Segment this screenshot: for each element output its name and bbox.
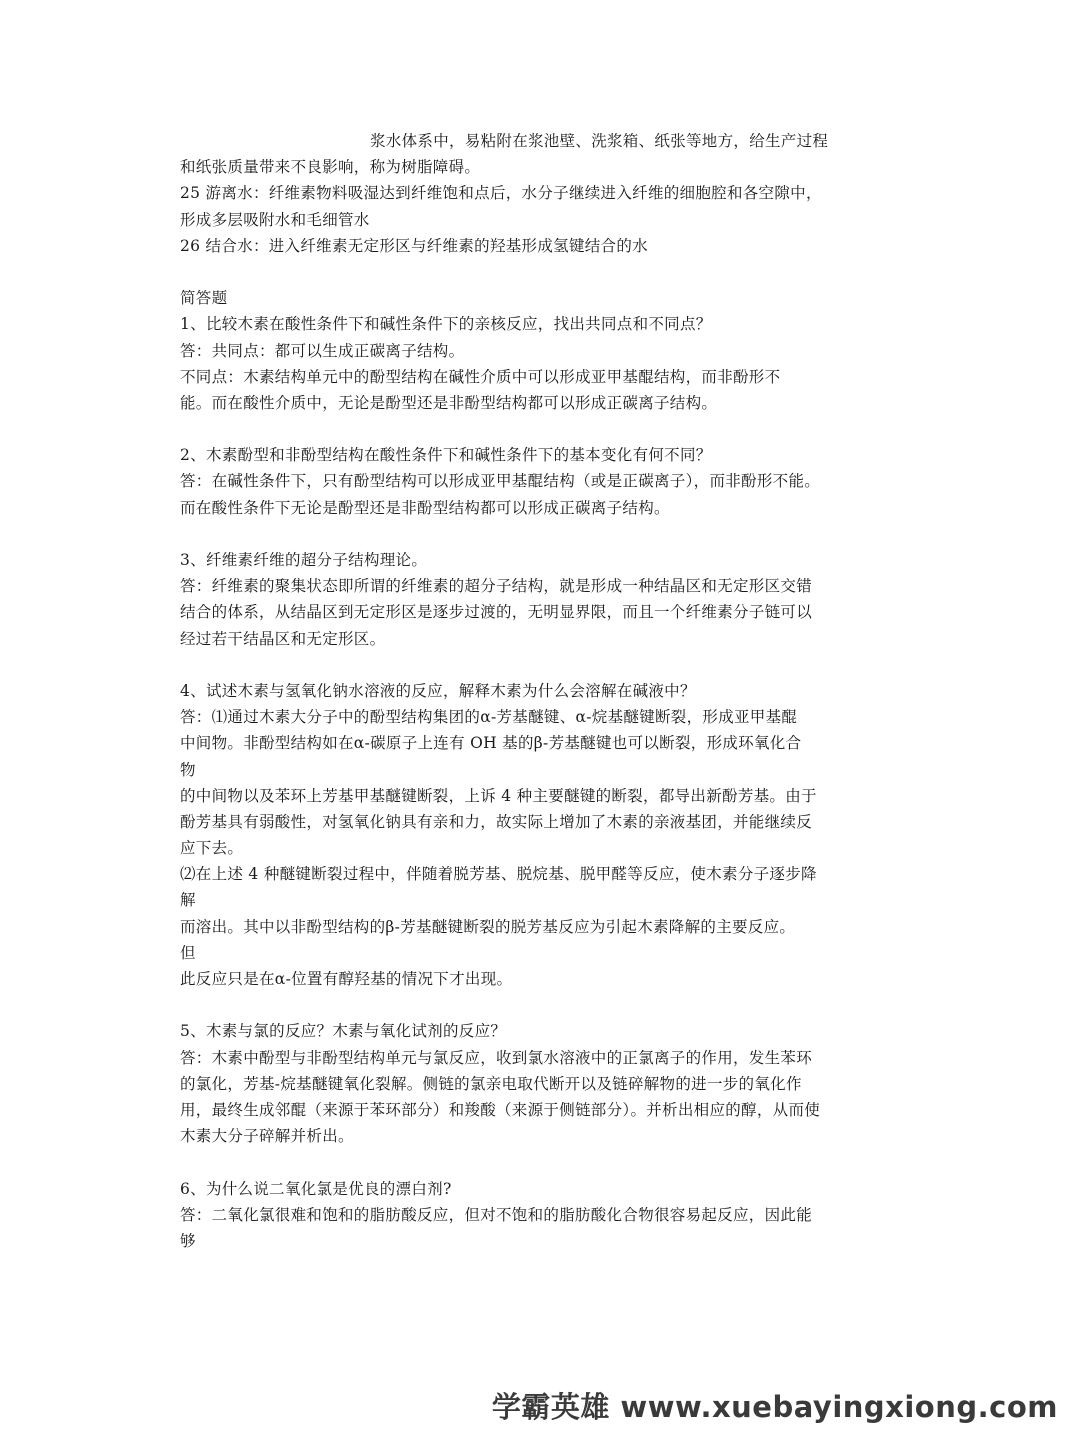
- answer-6-line-2: 够: [180, 1231, 196, 1250]
- answer-4-line-11: 此反应只是在α-位置有醇羟基的情况下才出现。: [180, 970, 513, 988]
- answer-4-line-4: 的中间物以及苯环上芳基甲基醚键断裂，上诉 4 种主要醚键的断裂，都导出新酚芳基。由于: [180, 786, 817, 805]
- answer-2-line-2: 而在酸性条件下无论是酚型还是非酚型结构都可以形成正碳离子结构。: [180, 498, 670, 517]
- answer-5-line-1: 答：木素中酚型与非酚型结构单元与氯反应，收到氯水溶液中的正氯离子的作用，发生苯环: [180, 1048, 813, 1067]
- spacer: [180, 416, 904, 442]
- answer-5-line-2: 的氯化，芳基-烷基醚键氧化裂解。侧链的氯亲电取代断开以及链碎解物的进一步的氧化作: [180, 1074, 802, 1093]
- answer-4-line-6: 应下去。: [180, 839, 244, 858]
- intro-line-1: 浆水体系中，易粘附在浆池壁、洗浆箱、纸张等地方，给生产过程: [370, 132, 829, 150]
- answer-3-line-1: 答：纤维素的聚集状态即所谓的纤维素的超分子结构，就是形成一种结晶区和无定形区交错: [180, 577, 813, 596]
- answer-2-line-1: 答：在碱性条件下，只有酚型结构可以形成亚甲基醌结构（或是正碳离子），而非酚形不能。: [180, 472, 821, 491]
- question-2: 2、木素酚型和非酚型结构在酸性条件下和碱性条件下的基本变化有何不同？: [180, 446, 712, 465]
- definition-25-line-2: 形成多层吸附水和毛细管水: [180, 210, 370, 229]
- answer-4-line-9: 而溶出。其中以非酚型结构的β-芳基醚键断裂的脱芳基反应为引起木素降解的主要反应。: [180, 917, 796, 936]
- answer-4-line-10: 但: [180, 943, 196, 962]
- answer-1-line-2: 不同点：木素结构单元中的酚型结构在碱性介质中可以形成亚甲基醌结构，而非酚形不: [180, 367, 781, 386]
- answer-4-line-1: 答：⑴通过木素大分子中的酚型结构集团的α-芳基醚键、α-烷基醚键断裂，形成亚甲基醌: [180, 708, 798, 727]
- site-watermark: 学霸英雄 www.xuebayingxiong.com: [491, 1390, 1058, 1424]
- document-body: [180, 128, 904, 1254]
- question-3: 3、纤维素纤维的超分子结构理论。: [180, 551, 428, 569]
- answer-4-line-3: 物: [180, 760, 196, 779]
- answer-4-line-2: 中间物。非酚型结构如在α-碳原子上连有 OH 基的β-芳基醚键也可以断裂，形成环氧化合: [180, 734, 802, 753]
- answer-4-line-8: 解: [180, 891, 196, 910]
- answer-4-line-7: ⑵在上述 4 种醚键断裂过程中，伴随着脱芳基、脱烷基、脱甲醛等反应，使木素分子逐步降: [180, 865, 817, 884]
- answer-1-line-1: 答：共同点：都可以生成正碳离子结构。: [180, 341, 465, 360]
- definition-26: 26 结合水：进入纤维素无定形区与纤维素的羟基形成氢键结合的水: [180, 236, 648, 255]
- answer-4-line-5: 酚芳基具有弱酸性，对氢氧化钠具有亲和力，故实际上增加了木素的亲液基团，并能继续反: [180, 812, 813, 831]
- answer-3-line-3: 经过若干结晶区和无定形区。: [180, 629, 386, 648]
- intro-line-2: 和纸张质量带来不良影响，称为树脂障碍。: [180, 158, 481, 177]
- spacer: [180, 992, 904, 1018]
- section-title: 简答题: [180, 289, 228, 308]
- spacer: [180, 1149, 904, 1175]
- answer-3-line-2: 结合的体系，从结晶区到无定形区是逐步过渡的，无明显界限，而且一个纤维素分子链可以: [180, 603, 813, 622]
- spacer: [180, 521, 904, 547]
- answer-5-line-4: 木素大分子碎解并析出。: [180, 1127, 354, 1146]
- spacer: [180, 652, 904, 678]
- question-5: 5、木素与氯的反应？木素与氧化试剂的反应？: [180, 1022, 507, 1041]
- answer-5-line-3: 用，最终生成邻醌（来源于苯环部分）和羧酸（来源于侧链部分）。并析出相应的醇，从而使: [180, 1100, 821, 1119]
- answer-6-line-1: 答：二氧化氯很难和饱和的脂肪酸反应，但对不饱和的脂肪酸化合物很容易起反应，因此能: [180, 1205, 813, 1224]
- answer-1-line-3: 能。而在酸性介质中，无论是酚型还是非酚型结构都可以形成正碳离子结构。: [180, 393, 718, 412]
- question-6: 6、为什么说二氧化氯是优良的漂白剂?: [180, 1179, 452, 1198]
- question-4: 4、试述木素与氢氧化钠水溶液的反应，解释木素为什么会溶解在碱液中？: [180, 681, 696, 700]
- spacer: [180, 259, 904, 285]
- question-1: 1、比较木素在酸性条件下和碱性条件下的亲核反应，找出共同点和不同点？: [180, 315, 712, 334]
- definition-25-line-1: 25 游离水：纤维素物料吸湿达到纤维饱和点后，水分子继续进入纤维的细胞腔和各空隙中，: [180, 184, 822, 203]
